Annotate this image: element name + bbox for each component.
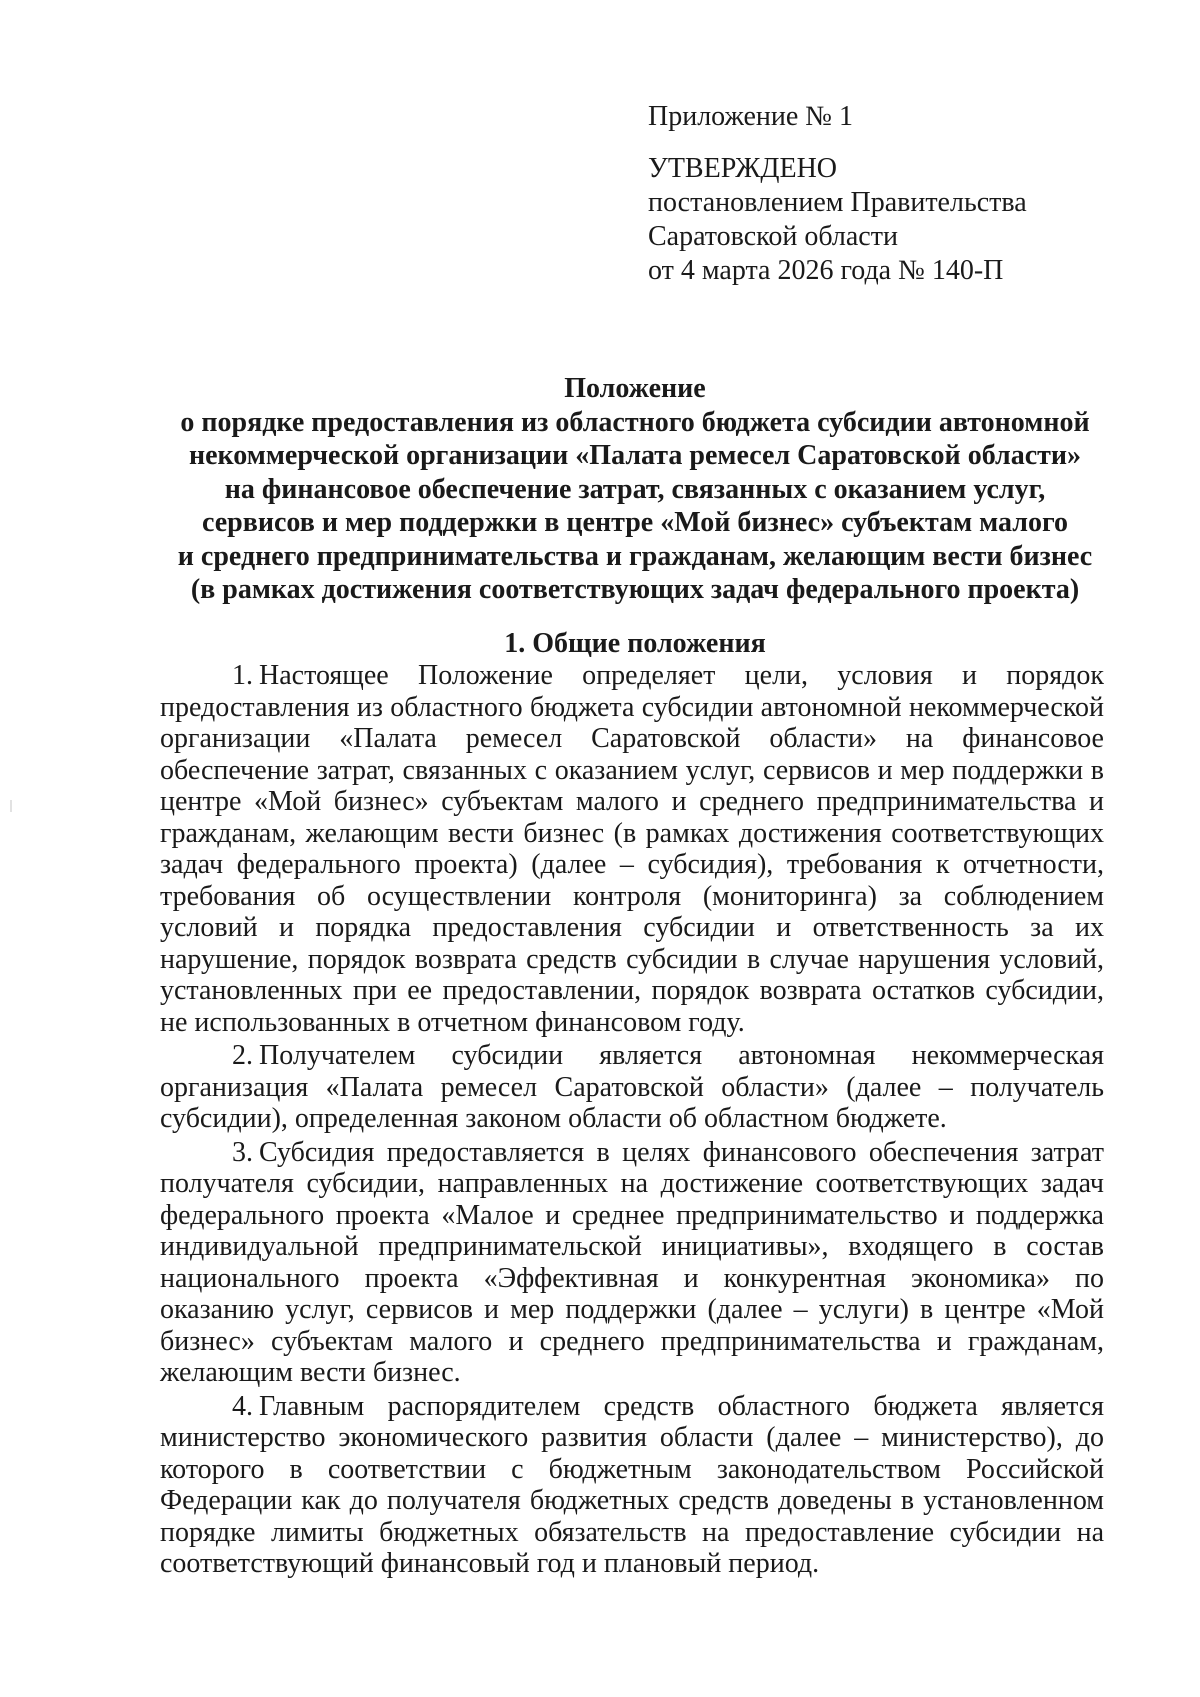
paragraph-text: Настоящее Положение определяет цели, условия и порядок предоставления из областного бюджета субсидии автономной некоммерческой организации «Палата ремесел Саратовской области» на финансовое обеспечение затрат, связанных с оказанием услуг, сервисов и мер поддержки в центре «Мой бизнес» субъектам малого и среднего предпринимательства и гражданам, желающим вести бизнес (в рамках достижения соответствующих задач федерального проекта) (далее – субсидия), требования к отчетности, требования об осуществлении контроля (мониторинга) за соблюдением условий и порядка предоставления субсидии и ответственность за их нарушение, порядок возврата средств субсидии в случае нарушения условий, установленных при ее предоставлении, порядок возврата остатков субсидии, не использованных в отчетном финансовом году. xyxy=(160,660,1104,1038)
approved-region-line: Саратовской области xyxy=(648,221,898,252)
paragraph-number: 4. xyxy=(232,1390,253,1422)
section-body xyxy=(160,660,1104,1582)
approved-label: УТВЕРЖДЕНО xyxy=(648,153,838,184)
paragraph-4 xyxy=(160,1391,1104,1580)
paragraph-2 xyxy=(160,1040,1104,1135)
paragraph-text: Субсидия предоставляется в целях финансового обеспечения затрат получателя субсидии, направленных на достижение соответствующих задач федерального проекта «Малое и среднее предпринимательство и поддержка индивидуальной предпринимательской инициативы», входящего в состав национального проекта «Эффективная и конкурентная экономика» по оказанию услуг, сервисов и мер поддержки (далее – услуги) в центре «Мой бизнес» субъектам малого и среднего предпринимательства и гражданам, желающим вести бизнес. xyxy=(160,1136,1104,1388)
title-line: (в рамках достижения соответствующих задач федерального проекта) xyxy=(190,574,1080,605)
paragraph-text: Получателем субсидии является автономная некоммерческая организация «Палата ремесел Саратовской области» (далее – получатель субсидии), определенная законом области об областном бюджете. xyxy=(160,1040,1104,1134)
attachment-number: Приложение № 1 xyxy=(648,101,853,132)
paragraph-number: 1. xyxy=(232,660,253,691)
title-line: и среднего предпринимательства и гражданам, желающим вести бизнес xyxy=(177,540,1093,572)
paragraph-1 xyxy=(160,660,1104,1038)
title-line: о порядке предоставления из областного бюджета субсидии автономной xyxy=(180,406,1090,438)
paragraph-number: 3. xyxy=(232,1136,253,1168)
paragraph-text: Главным распорядителем средств областного бюджета является министерство экономического развития области (далее – министерство), до которого в соответствии с бюджетным законодательством Российской Федерации как до получателя бюджетных средств доведены в установленном порядке лимиты бюджетных обязательств на предоставление субсидии на соответствующий финансовый год и плановый период. xyxy=(160,1390,1104,1579)
title-line: некоммерческой организации «Палата ремесел Саратовской области» xyxy=(188,440,1082,471)
paragraph-number: 2. xyxy=(232,1040,253,1071)
approved-by-line: постановлением Правительства xyxy=(648,187,1027,218)
document-title xyxy=(155,372,1115,607)
paragraph-3 xyxy=(160,1137,1104,1389)
scan-speck xyxy=(10,800,12,812)
title-line: сервисов и мер поддержки в центре «Мой бизнес» субъектам малого xyxy=(201,507,1069,538)
approved-date-line: от 4 марта 2026 года № 140-П xyxy=(648,255,1004,286)
title-line: Положение xyxy=(564,373,706,404)
approval-stamp xyxy=(648,100,1148,288)
title-line: на финансовое обеспечение затрат, связанных с оказанием услуг, xyxy=(224,473,1046,505)
section-heading: 1. Общие положения xyxy=(504,628,766,659)
